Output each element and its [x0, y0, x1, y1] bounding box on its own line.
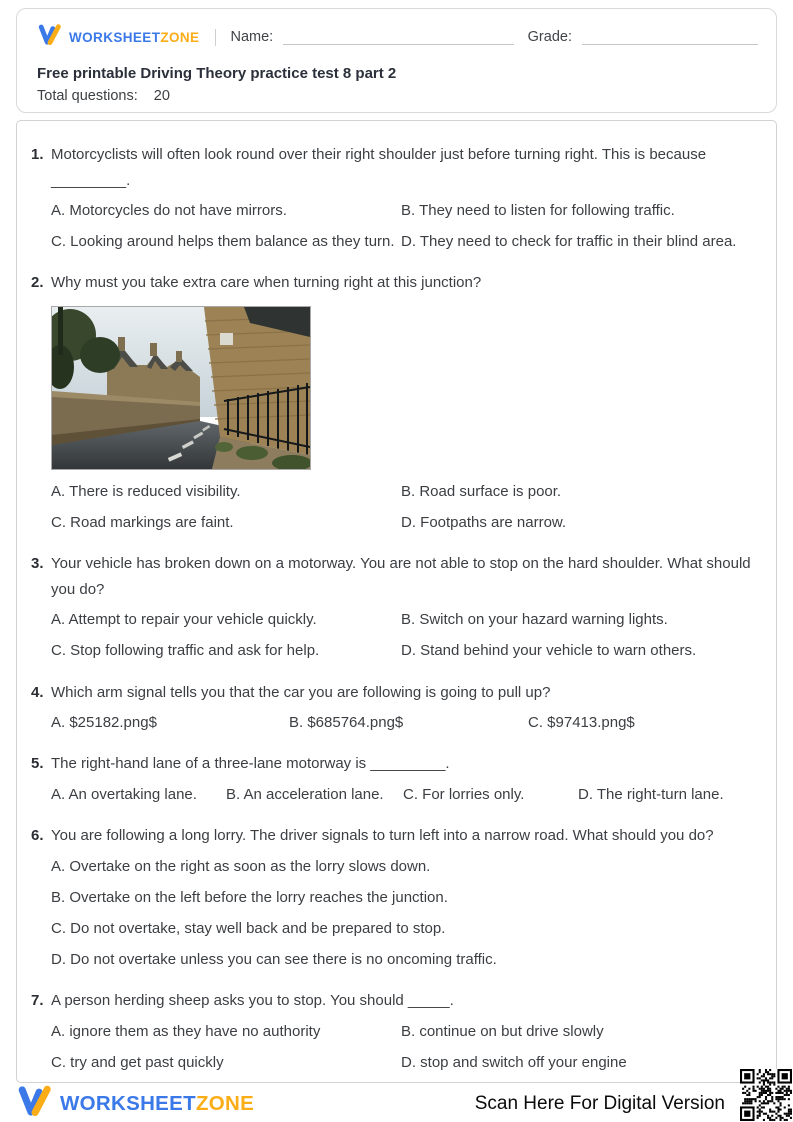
options-grid [51, 201, 764, 251]
total-questions-value: 20 [153, 88, 170, 104]
question-text: Why must you take extra care when turning right at this junction? [51, 274, 482, 292]
question-number: 1. [31, 146, 44, 163]
option-d[interactable]: D. Footpaths are narrow. [401, 514, 567, 532]
option-c[interactable]: C. Looking around helps them balance as they turn. [51, 233, 395, 251]
option-b[interactable]: B. continue on but drive slowly [401, 1022, 604, 1040]
option-b[interactable]: B. Road surface is poor. [401, 482, 562, 500]
option-d[interactable]: D. The right-turn lane. [578, 785, 724, 803]
question-4 [31, 680, 764, 733]
options-grid [51, 785, 764, 804]
options-grid [51, 610, 764, 660]
option-c[interactable]: C. $97413.png$ [528, 714, 635, 732]
option-b[interactable]: B. An acceleration lane. [226, 785, 384, 803]
name-write-line[interactable] [283, 29, 513, 45]
header-card [16, 8, 777, 113]
total-questions-label: Total questions: [37, 88, 138, 104]
option-b[interactable]: B. Overtake on the left before the lorry reaches the junction. [51, 888, 448, 906]
name-label: Name: [230, 29, 274, 45]
question-number: 4. [31, 683, 44, 701]
brand-word1: WORKSHEET [60, 1092, 196, 1115]
total-questions-row [37, 88, 758, 104]
worksheetzone-logo-icon [16, 1084, 54, 1122]
question-text: Motorcyclists will often look round over their right shoulder just before turning right. This is because _________. [51, 146, 707, 189]
brand-word1: WORKSHEET [69, 29, 161, 45]
question-7 [31, 988, 764, 1072]
question-5 [31, 751, 764, 804]
question-number: 5. [31, 755, 44, 773]
question-text: You are following a long lorry. The driver signals to turn left into a narrow road. What should you do? [51, 827, 714, 844]
question-number: 2. [31, 274, 44, 292]
option-b[interactable]: B. They need to listen for following traffic. [401, 202, 675, 219]
option-a[interactable]: A. Attempt to repair your vehicle quickly. [51, 611, 317, 629]
question-number: 7. [31, 992, 44, 1010]
junction-photo [51, 306, 311, 470]
option-d[interactable]: D. They need to check for traffic in their blind area. [401, 233, 737, 251]
option-d[interactable]: D. Stand behind your vehicle to warn others. [401, 642, 697, 660]
brand-word2: ZONE [160, 29, 200, 45]
worksheetzone-logo-icon [37, 23, 63, 52]
options-grid [51, 713, 764, 732]
brand-row [37, 24, 758, 50]
option-a[interactable]: A. An overtaking lane. [51, 785, 197, 803]
option-a[interactable]: A. ignore them as they have no authority [51, 1022, 321, 1040]
option-a[interactable]: A. There is reduced visibility. [51, 482, 241, 500]
question-text: Your vehicle has broken down on a motorway. You are not able to stop on the hard shoulder. What should you do? [51, 555, 751, 598]
option-d[interactable]: D. Do not overtake unless you can see there is no oncoming traffic. [51, 951, 497, 969]
option-c[interactable]: C. For lorries only. [403, 785, 525, 803]
brand-logo [37, 23, 199, 52]
option-c[interactable]: C. Stop following traffic and ask for help. [51, 642, 320, 660]
option-d[interactable]: D. stop and switch off your engine [401, 1053, 627, 1071]
options-grid [51, 1022, 764, 1072]
question-number: 6. [31, 827, 44, 844]
question-3 [31, 551, 764, 660]
question-2 [31, 270, 764, 532]
option-c[interactable]: C. try and get past quickly [51, 1053, 224, 1071]
option-a[interactable]: A. $25182.png$ [51, 714, 157, 732]
questions-container [16, 120, 777, 1083]
scan-here-text: Scan Here For Digital Version [474, 1093, 725, 1114]
option-a[interactable]: A. Motorcycles do not have mirrors. [51, 202, 287, 219]
question-1 [31, 142, 764, 251]
options-grid [51, 482, 764, 532]
option-b[interactable]: B. Switch on your hazard warning lights. [401, 611, 668, 629]
worksheet-title: Free printable Driving Theory practice test 8 part 2 [37, 65, 397, 82]
footer-brand-wordmark [60, 1092, 254, 1116]
options-grid [51, 857, 764, 970]
option-a[interactable]: A. Overtake on the right as soon as the lorry slows down. [51, 857, 431, 875]
brand-wordmark [69, 30, 199, 45]
question-text: Which arm signal tells you that the car you are following is going to pull up? [51, 683, 551, 701]
question-number: 3. [31, 555, 44, 573]
question-text: A person herding sheep asks you to stop. You should _____. [51, 992, 454, 1010]
grade-label: Grade: [527, 29, 572, 45]
question-6 [31, 823, 764, 969]
grade-write-line[interactable] [582, 29, 758, 45]
footer [16, 1086, 731, 1122]
footer-brand-logo [16, 1084, 254, 1122]
option-b[interactable]: B. $685764.png$ [289, 714, 404, 732]
header-divider [215, 29, 216, 46]
qr-code-icon [740, 1069, 792, 1121]
brand-word2: ZONE [195, 1092, 255, 1115]
question-text: The right-hand lane of a three-lane motorway is _________. [51, 755, 450, 773]
option-c[interactable]: C. Do not overtake, stay well back and be prepared to stop. [51, 919, 446, 937]
option-c[interactable]: C. Road markings are faint. [51, 514, 234, 532]
